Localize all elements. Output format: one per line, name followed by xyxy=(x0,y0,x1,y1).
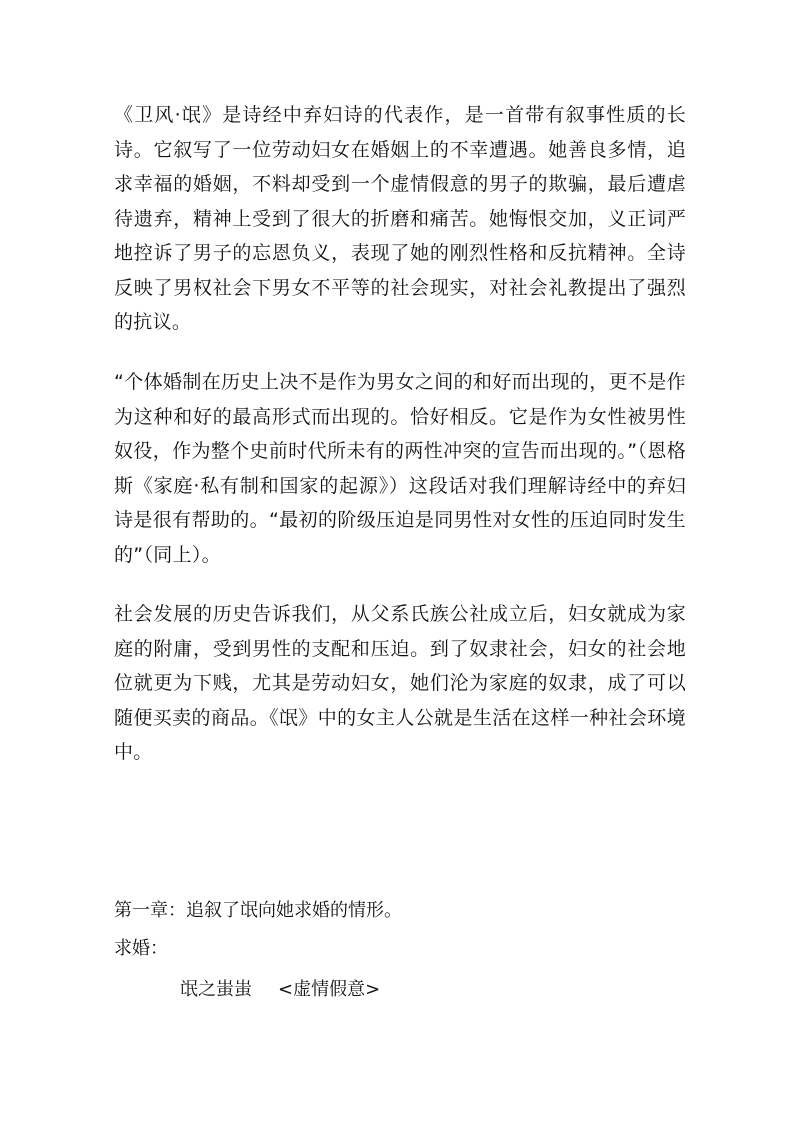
intro-paragraph: 《卫风·氓》是诗经中弃妇诗的代表作，是一首带有叙事性质的长诗。它叙写了一位劳动妇女在婚姻上的不幸遭遇。她善良多情，追求幸福的婚姻，不料却受到一个虚情假意的男子的欺骗，最后遭虐待遗弃，精神上受到了很大的折磨和痛苦。她悔恨交加，义正词严地控诉了男子的忘恩负义，表现了她的刚烈性格和反抗精神。全诗反映了男权社会下男女不平等的社会现实，对社会礼教提出了强烈的抗议。 xyxy=(114,104,686,333)
social-history-paragraph: 社会发展的历史告诉我们，从父系氏族公社成立后，妇女就成为家庭的附庸，受到男性的支配和压迫。到了奴隶社会，妇女的社会地位就更为下贱，尤其是劳动妇女，她们沦为家庭的奴隶，成了可以随便买卖的商品。《氓》中的女主人公就是生活在这样一种社会环境中。 xyxy=(114,603,686,763)
verse-text: 氓之蚩蚩 xyxy=(180,979,252,1000)
section-subheading: 求婚： xyxy=(114,938,168,959)
verse-line xyxy=(180,975,380,1005)
chapter-heading: 第一章：追叙了氓向她求婚的情形。 xyxy=(114,900,402,921)
engels-quote-paragraph: “个体婚制在历史上决不是作为男女之间的和好而出现的，更不是作为这种和好的最高形式而出现的。恰好相反。它是作为女性被男性奴役，作为整个史前时代所未有的两性冲突的宣告而出现的。”（恩格斯《家庭·私有制和国家的起源》）这段话对我们理解诗经中的弃妇诗是很有帮助的。“最初的阶级压迫是同男性对女性的压迫同时发生的”（同上）。 xyxy=(114,371,686,566)
verse-annotation: <虚情假意> xyxy=(278,979,381,1000)
